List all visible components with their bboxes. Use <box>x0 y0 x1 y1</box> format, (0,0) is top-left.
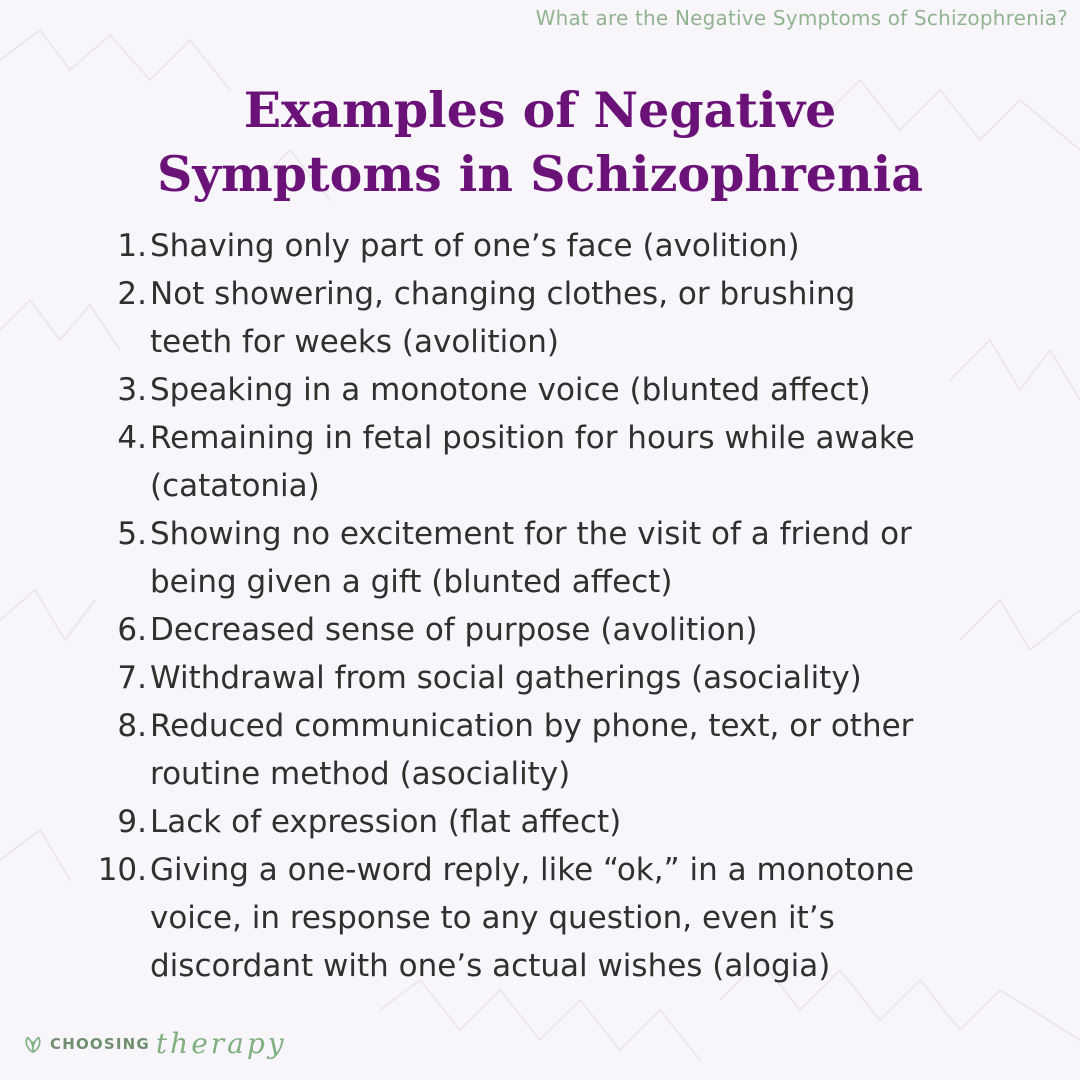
list-item-number: 8. <box>117 708 147 744</box>
list-item-number: 1. <box>117 228 147 264</box>
list-item-line: Showing no excitement for the visit of a friend or <box>150 516 912 552</box>
list-item-line: Withdrawal from social gatherings (asociality) <box>150 660 862 696</box>
list-item-number: 2. <box>117 276 147 312</box>
list-item-line: routine method (asociality) <box>150 756 571 792</box>
list-item-number: 10. <box>97 852 147 888</box>
list-item <box>0 798 1000 846</box>
list-item-line: being given a gift (blunted affect) <box>150 564 673 600</box>
list-item-line: Speaking in a monotone voice (blunted affect) <box>150 372 871 408</box>
list-item-number: 9. <box>117 804 147 840</box>
list-item-number: 5. <box>117 516 147 552</box>
list-item <box>0 222 1000 270</box>
list-item-line: Giving a one-word reply, like “ok,” in a monotone <box>150 852 915 888</box>
list-item <box>0 366 1000 414</box>
list-item-number: 7. <box>117 660 147 696</box>
symptom-list <box>0 222 1000 990</box>
list-item-number: 3. <box>117 372 147 408</box>
list-item-line: Reduced communication by phone, text, or other <box>150 708 914 744</box>
list-item-line: Not showering, changing clothes, or brushing <box>150 276 856 312</box>
list-item-line: voice, in response to any question, even it’s <box>150 900 835 936</box>
list-item <box>0 414 1000 510</box>
list-item <box>0 846 1000 990</box>
list-item <box>0 654 1000 702</box>
list-item <box>0 270 1000 366</box>
logo-therapy-text: therapy <box>155 1027 287 1060</box>
list-item-line: Decreased sense of purpose (avolition) <box>150 612 758 648</box>
list-item-number: 6. <box>117 612 147 648</box>
page-title <box>0 78 1080 206</box>
list-item-line: Lack of expression (flat affect) <box>150 804 622 840</box>
list-item <box>0 606 1000 654</box>
list-item-line: Shaving only part of one’s face (avolition) <box>150 228 800 264</box>
list-item-line: discordant with one’s actual wishes (alogia) <box>150 948 831 984</box>
list-item-number: 4. <box>117 420 147 456</box>
topic-caption: What are the Negative Symptoms of Schizophrenia? <box>535 6 1068 30</box>
list-item-line: teeth for weeks (avolition) <box>150 324 559 360</box>
page-title-line-2: Symptoms in Schizophrenia <box>157 145 923 203</box>
leaf-logo-icon <box>22 1033 44 1055</box>
logo-choosing-text: CHOOSING <box>50 1034 150 1053</box>
brand-logo <box>22 1027 287 1060</box>
list-item-line: (catatonia) <box>150 468 320 504</box>
list-item <box>0 510 1000 606</box>
list-item <box>0 702 1000 798</box>
page-title-line-1: Examples of Negative <box>243 81 837 139</box>
list-item-line: Remaining in fetal position for hours while awake <box>150 420 915 456</box>
